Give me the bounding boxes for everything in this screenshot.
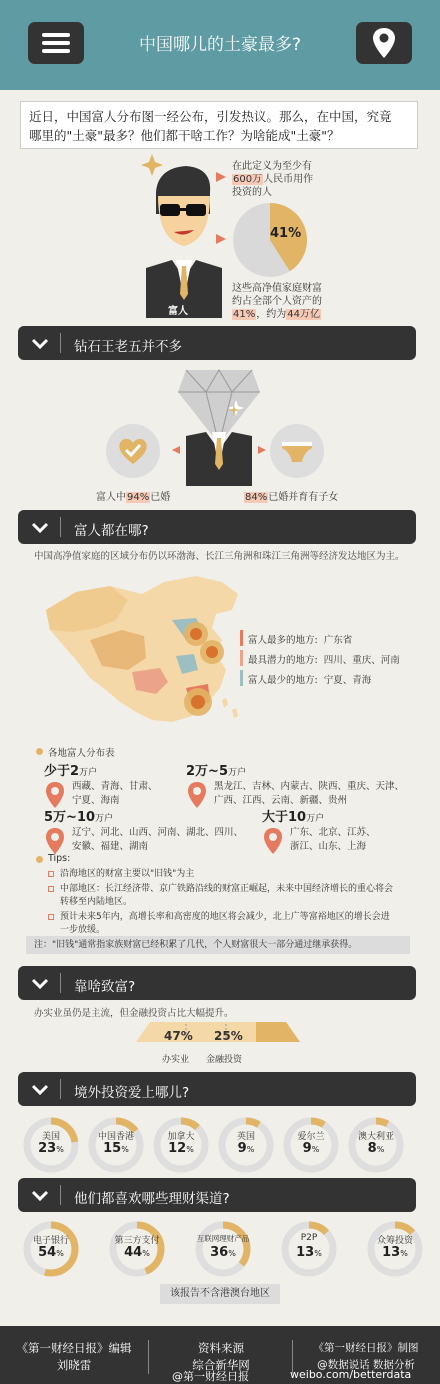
watermark: @第一财经日报 — [172, 1370, 249, 1383]
ring-label: 中国香港 — [97, 1132, 134, 1142]
ring-label: P2P — [300, 1233, 318, 1243]
ring-chart — [366, 1220, 424, 1278]
ring-chart — [194, 1220, 252, 1278]
married-text: 富人中94%已婚 — [96, 492, 171, 503]
location-button[interactable] — [356, 22, 412, 64]
note-bar: 注："旧钱"通常指家族财富已经积累了几代，个人财富很大一部分通过继承获得。 — [26, 936, 410, 954]
where-intro: 中国高净值家庭的区域分布仍以环渤海、长江三角洲和珠江三角洲等经济发达地区为主。 — [34, 551, 405, 562]
ring-value: 13% — [382, 1245, 408, 1260]
legend-item: 最具潜力的地方: 四川、重庆、河南 — [248, 655, 400, 666]
wealth-value: 47% — [164, 1029, 193, 1043]
footer — [0, 1326, 440, 1384]
ring-chart — [280, 1220, 338, 1278]
chevron-down-icon — [30, 1185, 50, 1205]
china-map — [36, 570, 246, 740]
tips-title: Tips: — [48, 853, 71, 864]
ring-label: 美国 — [41, 1132, 60, 1142]
distribution-title: 各地富人分布表 — [48, 748, 115, 759]
ring-chart — [87, 1116, 145, 1174]
watermark: weibo.com/betterdata — [290, 1368, 412, 1381]
section-header-bachelors[interactable]: 钻石王老五并不多 — [18, 326, 416, 360]
footer-editor: 《第一财经日报》编辑 刘晓雷 — [16, 1341, 132, 1372]
ring-value: 15% — [103, 1141, 129, 1156]
header-bar — [0, 0, 440, 90]
diamond-illustration — [176, 364, 262, 486]
definition-text: 在此定义为至少有 600万人民币用作 投资的人 — [232, 161, 314, 198]
ring-label: 加拿大 — [167, 1132, 195, 1142]
location-pin-icon — [186, 780, 208, 810]
ring-value: 12% — [168, 1141, 194, 1156]
chevron-down-icon — [30, 333, 50, 353]
children-text: 84%已婚并育有子女 — [245, 492, 339, 503]
ring-label: 众筹投资 — [376, 1236, 413, 1246]
menu-button[interactable] — [28, 22, 84, 64]
bullet-dot — [36, 748, 43, 755]
sparkle-icon — [228, 404, 240, 416]
intro-text: 近日，中国富人分布图一经公布，引发热议。那么，在中国， — [29, 109, 367, 124]
ring-label: 英国 — [236, 1132, 255, 1142]
ring-label: 爱尔兰 — [297, 1132, 325, 1142]
married-badge — [106, 424, 160, 478]
legend-item: 富人最多的地方: 广东省 — [248, 635, 353, 646]
ring-value: 36% — [210, 1245, 236, 1260]
ring-value: 9% — [237, 1141, 255, 1156]
arrow-left-icon — [170, 444, 182, 456]
ring-chart — [347, 1116, 405, 1174]
page-title: 中国哪儿的土豪最多? — [138, 35, 302, 55]
section-header-overseas[interactable]: 境外投资爱上哪儿? — [18, 1072, 416, 1106]
diaper-icon — [270, 424, 324, 478]
ring-label: 澳大利亚 — [357, 1132, 394, 1142]
ring-chart — [22, 1116, 80, 1174]
arrow-right-icon — [256, 444, 268, 456]
asset-text: 这些高净值家庭财富 约占全部个人资产的 41%，约为44万亿 — [232, 283, 322, 320]
intro-text: 究竟 — [366, 109, 392, 124]
tips-list — [48, 868, 420, 937]
arrow-icon — [214, 232, 228, 246]
ring-value: 44% — [124, 1245, 150, 1260]
heart-icon — [106, 424, 160, 478]
intro-text: 哪里的"土豪"最多？他们都干啥工作？为啥能成"土豪"？ — [29, 128, 340, 143]
tip-item: 预计未来5年内，高增长率和高密度的地区将会减少，北上广等富裕地区的增长会进 一步放缓。 — [48, 911, 420, 937]
tip-item: 沿海地区的财富主要以"旧钱"为主 — [48, 868, 420, 881]
menu-icon — [42, 41, 70, 45]
chevron-down-icon — [30, 973, 50, 993]
pie-value-label: 41% — [270, 226, 302, 241]
location-pin-icon — [356, 22, 412, 64]
location-pin-icon — [44, 826, 66, 856]
report-note: 该报告不含港澳台地区 — [160, 1284, 280, 1304]
wealth-label: 金融投资 — [206, 1055, 243, 1065]
intro-box — [20, 101, 418, 149]
children-badge — [270, 424, 324, 478]
ring-label: 电子银行 — [32, 1236, 69, 1246]
wealth-value: 25% — [214, 1029, 243, 1043]
ring-chart — [22, 1220, 80, 1278]
ring-chart — [217, 1116, 275, 1174]
ring-chart — [152, 1116, 210, 1174]
ring-chart — [282, 1116, 340, 1174]
ring-value: 54% — [38, 1245, 64, 1260]
section-header-location[interactable]: 富人都在哪? — [18, 510, 416, 544]
menu-icon — [42, 33, 70, 37]
section-header-channels[interactable]: 他们都喜欢哪些理财渠道? — [18, 1178, 416, 1212]
chevron-down-icon — [30, 517, 50, 537]
tip-item: 中部地区：长江经济带、京广铁路沿线的财富正崛起，未来中国经济增长的重心将会 转移至内陆地区。 — [48, 883, 420, 909]
footer-chart: 《第一财经日报》制图 @数据说话 数据分析 — [313, 1342, 419, 1371]
menu-icon — [42, 49, 70, 53]
bullet-dot — [36, 856, 43, 863]
ring-value: 8% — [367, 1141, 385, 1156]
location-pin-icon — [262, 826, 284, 856]
ring-value: 9% — [302, 1141, 320, 1156]
wealth-intro: 办实业虽仍是主流，但金融投资占比大幅提升。 — [34, 1008, 234, 1019]
ring-value: 23% — [38, 1141, 64, 1156]
section-header-wealth-source[interactable]: 靠啥致富? — [18, 966, 416, 1000]
chevron-down-icon — [30, 1079, 50, 1099]
ring-value: 13% — [296, 1245, 322, 1260]
wealth-label: 办实业 — [162, 1055, 190, 1065]
ring-label: 互联网理财产品 — [196, 1234, 250, 1243]
rich-man-label: 富人 — [168, 306, 188, 317]
ring-chart — [108, 1220, 166, 1278]
arrow-icon — [214, 170, 228, 184]
ring-label: 第三方支付 — [114, 1236, 160, 1246]
footer-source: 资料来源 综合新华网 — [192, 1341, 250, 1372]
legend-item: 富人最少的地方: 宁夏、青海 — [248, 675, 372, 686]
